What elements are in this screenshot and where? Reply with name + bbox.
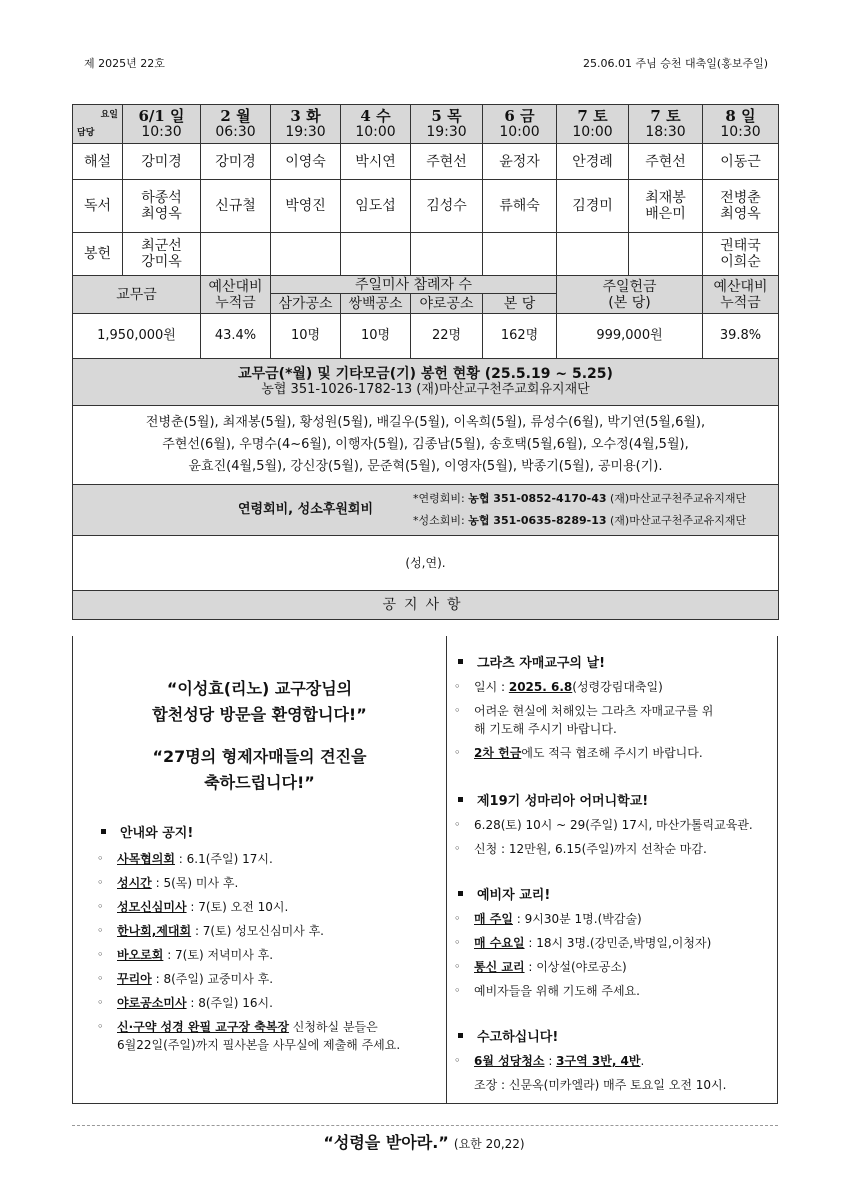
table-cell <box>411 233 483 276</box>
col-time: 18:30 <box>645 124 686 140</box>
label-line: 예산대비 <box>208 278 263 295</box>
table-cell <box>703 180 779 233</box>
account-owner: (재)마산교구천주교유지재단 <box>606 492 747 505</box>
item-text: : 7(토) 저녁미사 후. <box>163 948 274 962</box>
label-line: (본 당) <box>608 294 651 311</box>
finance-header-row <box>73 276 779 294</box>
section-heading <box>101 822 193 841</box>
list-item <box>89 1018 439 1060</box>
col-time: 10:30 <box>720 124 761 140</box>
col-day: 3 화 <box>290 107 321 125</box>
association-box <box>73 485 779 536</box>
church-fee-value: 1,950,000원 <box>73 314 201 359</box>
list-item <box>446 982 776 1006</box>
item-text: : 18시 3명.(강민준,박명일,이청자) <box>524 936 712 950</box>
table-cell: 이영숙 <box>271 144 341 180</box>
attendance-value: 10명 <box>271 314 341 359</box>
item-text: 신청 : 12만원, 6.15(주일)까지 선착순 마감. <box>474 842 707 856</box>
bulletin-table <box>72 104 779 620</box>
section-heading <box>458 884 550 903</box>
table-cell: 임도섭 <box>341 180 411 233</box>
section-title: 예비자 교리! <box>477 888 551 903</box>
item-key: 꾸리아 <box>117 972 152 986</box>
offering-value: 999,000원 <box>557 314 703 359</box>
col-day: 7 토 <box>650 107 681 125</box>
schedule-header-row <box>73 105 779 144</box>
table-cell <box>341 233 411 276</box>
attendance-col: 쌍백공소 <box>341 294 411 314</box>
table-cell: 박영진 <box>271 180 341 233</box>
col-day: 4 수 <box>360 107 391 125</box>
square-bullet-icon <box>458 891 463 896</box>
list-item <box>446 1052 776 1076</box>
item-key: 성시간 <box>117 876 152 890</box>
col-time: 10:30 <box>141 124 182 140</box>
col-head <box>557 105 629 144</box>
list-item <box>446 702 776 744</box>
names-line: 윤효진(4월,5월), 강신장(5월), 문준혁(5월), 이영자(5월), 박종기(5월), 공미용(기). <box>188 459 663 474</box>
left-notice-list <box>89 850 439 1060</box>
col-time: 10:00 <box>355 124 396 140</box>
section-title: 제19기 성마리아 어머니학교! <box>477 794 649 809</box>
col-day: 5 목 <box>431 107 462 125</box>
item-text: . <box>640 1054 645 1068</box>
row-label: 봉헌 <box>73 233 123 276</box>
table-row <box>73 180 779 233</box>
item-key: 한나회,제대회 <box>117 924 192 938</box>
table-cell: 이동근 <box>703 144 779 180</box>
table-cell: 윤정자 <box>483 144 557 180</box>
list-item <box>446 816 776 840</box>
col-head <box>123 105 201 144</box>
table-cell <box>557 233 629 276</box>
attendance-col: 삼가공소 <box>271 294 341 314</box>
offering-report-account: 농협 351-1026-1782-13 (재)마산교구천주교회유지재단 <box>261 382 590 397</box>
offering-names-row <box>73 406 779 485</box>
quote-line: “이성효(리노) 교구장님의 <box>166 679 353 698</box>
quote-line: 축하드립니다!” <box>204 773 315 792</box>
table-cell <box>271 233 341 276</box>
footer-verse: “성령을 받아라.” <box>323 1133 449 1152</box>
item-key: 성모신심미사 <box>117 900 187 914</box>
corner-cell <box>73 105 123 144</box>
church-fee-label: 교무금 <box>73 276 201 314</box>
table-cell <box>703 233 779 276</box>
item-key: 3구역 3반, 4반 <box>556 1054 641 1068</box>
account-number: 농협 351-0852-4170-43 <box>468 492 607 505</box>
cell-line: 최영옥 <box>720 206 761 222</box>
attendance-value: 10명 <box>341 314 411 359</box>
item-key: 6월 성당청소 <box>474 1054 545 1068</box>
footer-divider <box>72 1125 778 1126</box>
list-item <box>446 934 776 958</box>
label-line: 예산대비 <box>713 278 768 295</box>
section-heading <box>458 1026 558 1045</box>
cleaning-list <box>446 1052 776 1100</box>
table-cell <box>123 180 201 233</box>
col-head <box>703 105 779 144</box>
attendance-label: 주일미사 참례자 수 <box>271 276 557 294</box>
notice-box <box>72 636 778 1104</box>
list-item <box>446 744 776 768</box>
cell-line: 배은미 <box>645 206 686 222</box>
col-head <box>201 105 271 144</box>
offering-report-title: 교무금(*월) 및 기타모금(기) 봉헌 현황 (25.5.19 ~ 5.25) <box>238 366 613 382</box>
label-line: 주일헌금 <box>602 278 657 295</box>
notice-header-row <box>73 591 779 620</box>
item-text: : 6.1(주일) 17시. <box>174 852 273 866</box>
item-key: 2025. 6.8 <box>508 680 573 694</box>
col-head <box>341 105 411 144</box>
table-cell: 김성수 <box>411 180 483 233</box>
col-head <box>271 105 341 144</box>
table-cell: 신규철 <box>201 180 271 233</box>
corner-top: 요일 <box>100 110 118 120</box>
col-day: 7 토 <box>577 107 608 125</box>
list-item <box>89 850 439 874</box>
item-text: : 7(토) 오전 10시. <box>186 900 289 914</box>
item-text: 6월22일(주일)까지 필사본을 사무실에 제출해 주세요. <box>117 1038 401 1052</box>
offering-report-title-row <box>73 359 779 406</box>
col-time: 19:30 <box>426 124 467 140</box>
association-title: 연령회비, 성소후원회비 <box>237 502 373 517</box>
account-label: *성소회비: <box>413 514 469 527</box>
attendance-value: 162명 <box>483 314 557 359</box>
square-bullet-icon <box>101 829 106 834</box>
item-text: : 5(목) 미사 후. <box>151 876 239 890</box>
table-cell <box>123 233 201 276</box>
square-bullet-icon <box>458 797 463 802</box>
col-day: 8 일 <box>725 107 756 125</box>
table-cell: 류해숙 <box>483 180 557 233</box>
label-line: 누적금 <box>720 294 761 311</box>
offering-label <box>557 276 703 314</box>
list-item <box>446 1076 776 1100</box>
item-text: : 7(토) 성모신심미사 후. <box>191 924 324 938</box>
cell-line: 최재봉 <box>645 190 686 206</box>
catechumen-list <box>446 910 776 1006</box>
item-text: 6.28(토) 10시 ~ 29(주일) 17시, 마산가톨릭교육관. <box>474 818 753 832</box>
account-owner: (재)마산교구천주교유지재단 <box>606 514 747 527</box>
item-text: : 9시30분 1명.(박감술) <box>512 912 642 926</box>
col-time: 19:30 <box>285 124 326 140</box>
item-text: : 이상설(야로공소) <box>524 960 627 974</box>
item-text: 예비자들을 위해 기도해 주세요. <box>474 984 640 998</box>
section-heading <box>458 790 648 809</box>
col-day: 2 월 <box>220 107 251 125</box>
date-title: 25.06.01 주님 승천 대축일(홍보주일) <box>583 57 768 70</box>
item-text: 해 기도해 주시기 바랍니다. <box>474 722 617 736</box>
cell-line: 최군선 <box>141 238 182 254</box>
association-row <box>73 485 779 536</box>
offering-report-title-box <box>73 359 779 406</box>
item-text: 어려운 현실에 처해있는 그라츠 자매교구를 위 <box>474 704 714 718</box>
item-key: 신·구약 성경 완필 교구장 축복장 <box>117 1020 289 1034</box>
footer-source: (요한 20,22) <box>453 1137 525 1151</box>
item-key: 매 수요일 <box>474 936 525 950</box>
col-day: 6/1 일 <box>138 107 185 125</box>
item-key: 2차 헌금 <box>474 746 522 760</box>
cell-line: 하종석 <box>141 190 182 206</box>
quote-line: “27명의 형제자매들의 견진을 <box>152 747 367 766</box>
item-text: : 8(주일) 16시. <box>186 996 273 1010</box>
list-item <box>446 910 776 934</box>
footer-quote <box>0 1130 848 1153</box>
attendance-value: 22명 <box>411 314 483 359</box>
col-time: 06:30 <box>215 124 256 140</box>
names-line: 전병춘(5월), 최재봉(5월), 황성원(5월), 배길우(5월), 이옥희(5월), 류성수(6월), 박기연(5월,6월), <box>145 415 706 430</box>
table-cell: 안경례 <box>557 144 629 180</box>
notice-left-column <box>73 636 447 1103</box>
item-key: 매 주일 <box>474 912 513 926</box>
association-accounts <box>413 488 746 532</box>
table-cell: 주현선 <box>411 144 483 180</box>
notice-title: 공지사항 <box>73 591 779 620</box>
list-item <box>89 874 439 898</box>
item-text: 신청하실 분들은 <box>288 1020 378 1034</box>
row-label: 해설 <box>73 144 123 180</box>
corner-bottom: 담당 <box>77 128 95 138</box>
item-text: 조장 : 신문옥(미카엘라) 매주 토요일 오전 10시. <box>474 1078 727 1092</box>
cell-line: 권태국 <box>720 238 761 254</box>
attendance-col: 본 당 <box>483 294 557 314</box>
table-cell: 강미경 <box>201 144 271 180</box>
mother-school-list <box>446 816 776 864</box>
table-cell <box>483 233 557 276</box>
attendance-col: 야로공소 <box>411 294 483 314</box>
square-bullet-icon <box>458 659 463 664</box>
list-item <box>89 898 439 922</box>
item-key: 바오로회 <box>117 948 164 962</box>
cell-line: 전병춘 <box>720 190 761 206</box>
list-item <box>446 678 776 702</box>
col-head <box>411 105 483 144</box>
item-key: 통신 교리 <box>474 960 525 974</box>
item-key: 사목협의회 <box>117 852 175 866</box>
list-item <box>446 840 776 864</box>
col-head <box>629 105 703 144</box>
finance-values-row <box>73 314 779 359</box>
table-cell: 강미경 <box>123 144 201 180</box>
graz-notice-list <box>446 678 776 768</box>
col-time: 10:00 <box>572 124 613 140</box>
church-fee-pct: 43.4% <box>201 314 271 359</box>
item-text: (성령강림대축일) <box>572 680 663 694</box>
row-label: 독서 <box>73 180 123 233</box>
offering-pct: 39.8% <box>703 314 779 359</box>
cell-line: 이희순 <box>720 254 761 270</box>
item-text: 일시 : <box>474 680 509 694</box>
cell-line: 강미옥 <box>141 254 182 270</box>
label-line: 누적금 <box>215 294 256 311</box>
section-heading <box>458 652 605 671</box>
account-label: *연령회비: <box>413 492 469 505</box>
item-text: 에도 적극 협조해 주시기 바랍니다. <box>521 746 703 760</box>
item-key: 야로공소미사 <box>117 996 187 1010</box>
list-item <box>89 994 439 1018</box>
quote-line: 합천성당 방문을 환영합니다!” <box>152 705 367 724</box>
square-bullet-icon <box>458 1033 463 1038</box>
account-number: 농협 351-0635-8289-13 <box>468 514 607 527</box>
association-donors: (성,연). <box>73 536 779 591</box>
table-cell <box>201 233 271 276</box>
notice-right-column <box>446 636 777 1103</box>
table-cell: 주현선 <box>629 144 703 180</box>
table-cell <box>629 233 703 276</box>
names-line: 주현선(6월), 우명수(4~6월), 이행자(5월), 김종남(5월), 송호택(5월,6월), 오수정(4월,5월), <box>162 437 689 452</box>
issue-number: 제 2025년 22호 <box>84 57 165 70</box>
col-day: 6 금 <box>504 107 535 125</box>
budget-cum-label <box>201 276 271 314</box>
table-cell: 박시연 <box>341 144 411 180</box>
table-row <box>73 233 779 276</box>
list-item <box>89 922 439 946</box>
item-text: : 8(주일) 교중미사 후. <box>151 972 274 986</box>
col-time: 10:00 <box>499 124 540 140</box>
list-item <box>89 946 439 970</box>
offering-names <box>73 406 779 485</box>
list-item <box>446 958 776 982</box>
section-title: 수고하십니다! <box>477 1030 559 1045</box>
section-title: 그라츠 자매교구의 날! <box>477 656 606 671</box>
association-donors-row <box>73 536 779 591</box>
table-cell: 김경미 <box>557 180 629 233</box>
list-item <box>89 970 439 994</box>
section-title: 안내와 공지! <box>120 826 194 841</box>
col-head <box>483 105 557 144</box>
welcome-quote <box>73 676 446 728</box>
budget-cum2-label <box>703 276 779 314</box>
confirmation-quote <box>73 744 446 796</box>
item-text: : <box>544 1054 557 1068</box>
cell-line: 최영옥 <box>141 206 182 222</box>
table-cell <box>629 180 703 233</box>
table-row <box>73 144 779 180</box>
